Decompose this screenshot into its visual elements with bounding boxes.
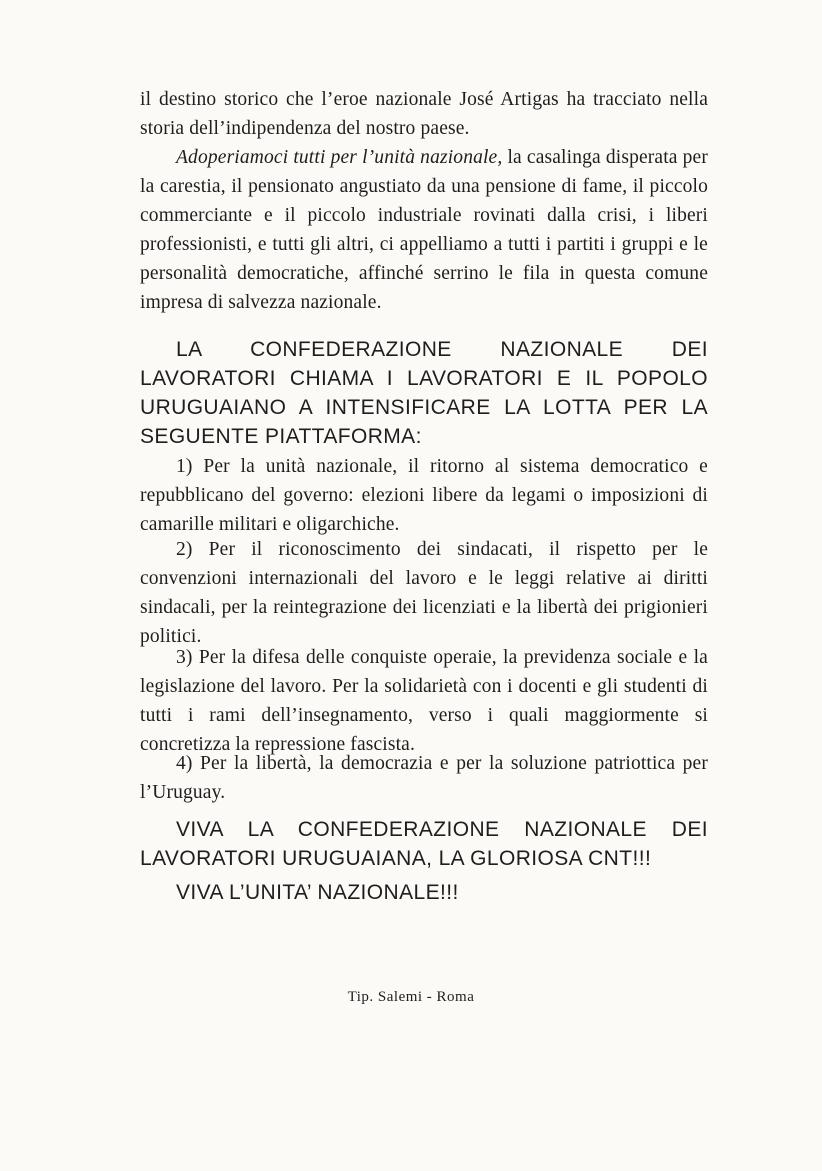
slogan-cnt: VIVA LA CONFEDERAZIONE NAZIONALE DEI LAVORATORI URUGUAIANA, LA GLORIOSA CNT!!!	[140, 818, 708, 870]
platform-heading: LA CONFEDERAZIONE NAZIONALE DEI LAVORATORI CHIAMA I LAVORATORI E IL POPOLO URUGUAIANO A INTENSIFICARE LA LOTTA PER LA SEGUENTE PIATTAFORMA:	[140, 338, 708, 448]
slogan-unity: VIVA L’UNITA’ NAZIONALE!!!	[176, 881, 459, 904]
paragraph-intro	[140, 85, 708, 143]
platform-point-4: 4) Per la libertà, la democrazia e per la soluzione patriottica per l’Uruguay.	[140, 753, 708, 803]
appeal-text: la casalinga disperata per la carestia, il pensionato angustiato da una pensione di fame, il piccolo commerciante e il piccolo industriale rovinati dalla crisi, i liberi professionisti, e tutti gli altri, ci appelliamo a tutti i partiti i gruppi e le personalità democratiche, affinché serrino le fila in questa comune impresa di salvezza nazionale.	[140, 147, 709, 313]
appeal-emphasis: Adoperiamoci tutti per l’unità nazionale,	[176, 147, 503, 168]
paragraph-intro-text: il destino storico che l’eroe nazionale José Artigas ha tracciato nella storia dell’indipendenza del nostro paese.	[140, 89, 708, 139]
platform-point-1: 1) Per la unità nazionale, il ritorno al sistema democratico e repubblicano del governo: elezioni libere da legami o imposizioni di camarille militari e oligarchiche.	[140, 456, 708, 535]
platform-point-2: 2) Per il riconoscimento dei sindacati, il rispetto per le convenzioni internazionali del lavoro e le leggi relative ai diritti sindacali, per la reintegrazione dei licenziati e la libertà dei prigionieri politici.	[140, 539, 708, 647]
platform-point-3: 3) Per la difesa delle conquiste operaie, la previdenza sociale e la legislazione del lavoro. Per la solidarietà con i docenti e gli studenti di tutti i rami dell’insegnamento, verso i quali maggiormente si concretizza la repressione fascista.	[140, 647, 708, 755]
paragraph-appeal	[140, 143, 708, 317]
printer-imprint: Tip. Salemi - Roma	[347, 989, 475, 1005]
